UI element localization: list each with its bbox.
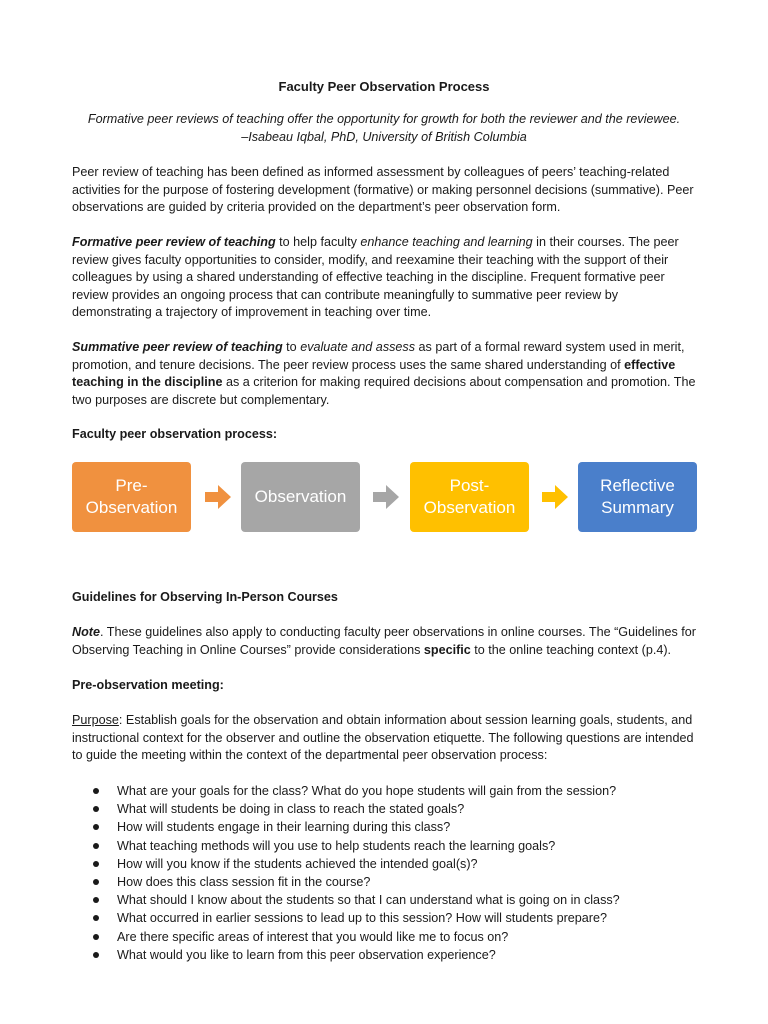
summative-emphasis: evaluate and assess [300,340,416,354]
list-item [72,928,698,946]
quote-attribution: –Isabeau Iqbal, PhD, University of British Columbia [241,130,527,144]
bullet-icon [93,934,99,940]
purpose-text: : Establish goals for the observation and obtain information about session learning goals, students, and instructional context for the observer and outline the observation etiquette. The following questions are intended to guide the meeting within the context of the departmental peer observation process: [72,713,694,763]
question-text: What will students be doing in class to reach the stated goals? [117,802,465,817]
question-text: What should I know about the students so that I can understand what is going on in class? [117,893,620,908]
step-post-observation: Post- Observation [410,462,529,532]
step-reflective-summary: Reflective Summary [578,462,697,532]
bullet-icon [93,824,99,830]
summative-text-2: as part of a formal reward system used in merit, promotion, and tenure decisions. The peer review process uses the same shared understanding of [72,340,685,372]
bullet-icon [93,788,99,794]
intro-paragraph: Peer review of teaching has been defined as informed assessment by colleagues of peers’ teaching-related activities for the purpose of fostering development (formative) or making personnel decisions (summative). Peer observations are guided by criteria provided on the department’s peer observation form. [72,165,694,215]
list-item [72,818,698,836]
pre-observation-heading: Pre-observation meeting: [72,678,224,692]
purpose-paragraph [72,712,698,765]
list-item [72,782,698,800]
epigraph-quote [0,110,768,146]
list-item [72,873,698,891]
question-text: What occurred in earlier sessions to lead up to this session? How will students prepare? [117,911,608,926]
formative-term: Formative peer review of teaching [72,235,276,249]
arrow-right-icon [542,484,568,510]
step-pre-observation: Pre- Observation [72,462,191,532]
list-item [72,891,698,909]
list-item [72,855,698,873]
note-strong: specific [423,642,471,657]
question-text: What teaching methods will you use to help students reach the learning goals? [117,838,556,853]
bullet-icon [93,806,99,812]
arrow-right-icon [205,484,231,510]
note-text-1: . These guidelines also apply to conducting faculty peer observations in online courses. The “Guidelines for Observing Teaching in Online Courses” provide considerations [72,625,696,657]
bullet-icon [93,843,99,849]
summative-text-1: to [282,340,301,354]
summative-strong: effective teaching in the discipline [72,357,676,390]
question-text: How does this class session fit in the course? [117,875,371,890]
arrow-right-icon [373,484,399,510]
formative-text-1: to help faculty [275,235,361,249]
question-text: How will students engage in their learning during this class? [117,820,451,835]
question-text: What are your goals for the class? What do you hope students will gain from the session? [117,784,617,798]
bullet-icon [93,952,99,958]
summative-term: Summative peer review of teaching [72,340,283,354]
purpose-label: Purpose [72,713,119,727]
step-observation: Observation [241,462,360,532]
process-flow-diagram [72,462,696,532]
bullet-icon [93,897,99,903]
bullet-icon [93,861,99,867]
note-paragraph [72,624,698,659]
list-item [72,909,698,927]
summative-text-3: as a criterion for making required decisions about compensation and promotion. The two purposes are discrete but complementary. [72,375,696,407]
question-text: What would you like to learn from this peer observation experience? [117,947,496,962]
bullet-icon [93,915,99,921]
process-heading: Faculty peer observation process: [72,427,278,441]
quote-text: Formative peer reviews of teaching offer the opportunity for growth for both the reviewer and the reviewee. [87,112,681,126]
formative-paragraph [72,234,698,322]
note-text-2: to the online teaching context (p.4). [470,642,672,657]
question-list [72,782,698,964]
question-text: How will you know if the students achieved the intended goal(s)? [117,856,478,871]
formative-text-2: in their courses. The peer review gives faculty opportunities to consider, modify, and reexamine their teaching with the support of their colleagues by using a shared understanding of effective teaching in the discipline. Frequent formative peer review provides an ongoing process that can contribute meaningfully to summative peer review by demonstrating a trajectory of improvement in teaching over time. [72,235,679,320]
list-item [72,837,698,855]
list-item [72,800,698,818]
summative-paragraph [72,339,698,409]
question-text: Are there specific areas of interest that you would like me to focus on? [117,929,509,944]
bullet-icon [93,879,99,885]
guidelines-heading: Guidelines for Observing In-Person Courses [72,590,338,604]
note-label: Note [72,625,100,639]
formative-emphasis: enhance teaching and learning [360,235,533,249]
list-item [72,946,698,964]
document-title: Faculty Peer Observation Process [278,79,490,94]
